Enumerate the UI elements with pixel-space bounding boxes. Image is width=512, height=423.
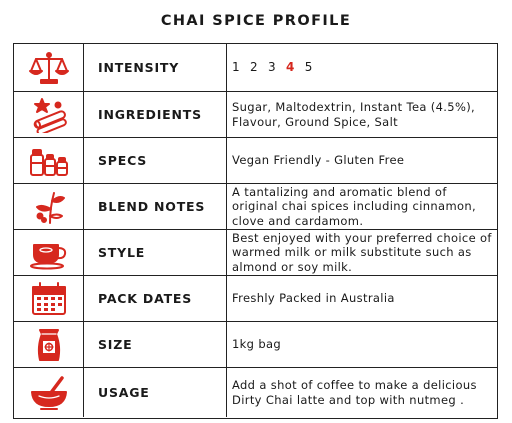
spice-icon	[14, 92, 84, 137]
row-value-specs: Vegan Friendly - Gluten Free	[232, 153, 405, 168]
cup-icon	[14, 230, 84, 275]
row-value-pack-dates: Freshly Packed in Australia	[232, 291, 395, 306]
intensity-scale	[227, 44, 497, 91]
row-label-style: STYLE	[84, 230, 227, 275]
mortar-pestle-icon	[14, 368, 84, 417]
spice-profile-table	[13, 43, 498, 419]
row-pack-dates	[14, 275, 497, 321]
row-intensity	[14, 44, 497, 91]
row-label-usage: USAGE	[84, 368, 227, 417]
intensity-level-3: 3	[268, 60, 276, 75]
bag-icon	[14, 322, 84, 367]
row-blend-notes	[14, 183, 497, 229]
row-value-blend-notes: A tantalizing and aromatic blend of original chai spices including cinnamon, clove and cardamom.	[232, 185, 477, 228]
row-label-pack-dates: PACK DATES	[84, 276, 227, 321]
row-value-size: 1kg bag	[232, 337, 282, 352]
row-style	[14, 229, 497, 275]
leaf-branch-icon	[14, 184, 84, 229]
row-value-usage: Add a shot of coffee to make a delicious Dirty Chai latte and top with nutmeg .	[232, 378, 477, 407]
intensity-level-4: 4	[286, 60, 295, 75]
jars-icon	[14, 138, 84, 183]
row-label-intensity: INTENSITY	[84, 44, 227, 91]
row-usage	[14, 367, 497, 417]
row-size	[14, 321, 497, 367]
scales-icon	[14, 44, 84, 91]
row-label-ingredients: INGREDIENTS	[84, 92, 227, 137]
intensity-level-2: 2	[250, 60, 258, 75]
page-title: CHAI SPICE PROFILE	[160, 13, 352, 29]
intensity-level-1: 1	[232, 60, 240, 75]
intensity-level-5: 5	[304, 60, 313, 75]
row-specs	[14, 137, 497, 183]
row-label-size: SIZE	[84, 322, 227, 367]
row-value-style: Best enjoyed with your preferred choice of warmed milk or milk substitute such as almond or soy milk.	[232, 231, 492, 274]
row-label-blend-notes: BLEND NOTES	[84, 184, 227, 229]
calendar-icon	[14, 276, 84, 321]
row-value-ingredients: Sugar, Maltodextrin, Instant Tea (4.5%), Flavour, Ground Spice, Salt	[232, 100, 476, 129]
row-ingredients	[14, 91, 497, 137]
row-label-specs: SPECS	[84, 138, 227, 183]
